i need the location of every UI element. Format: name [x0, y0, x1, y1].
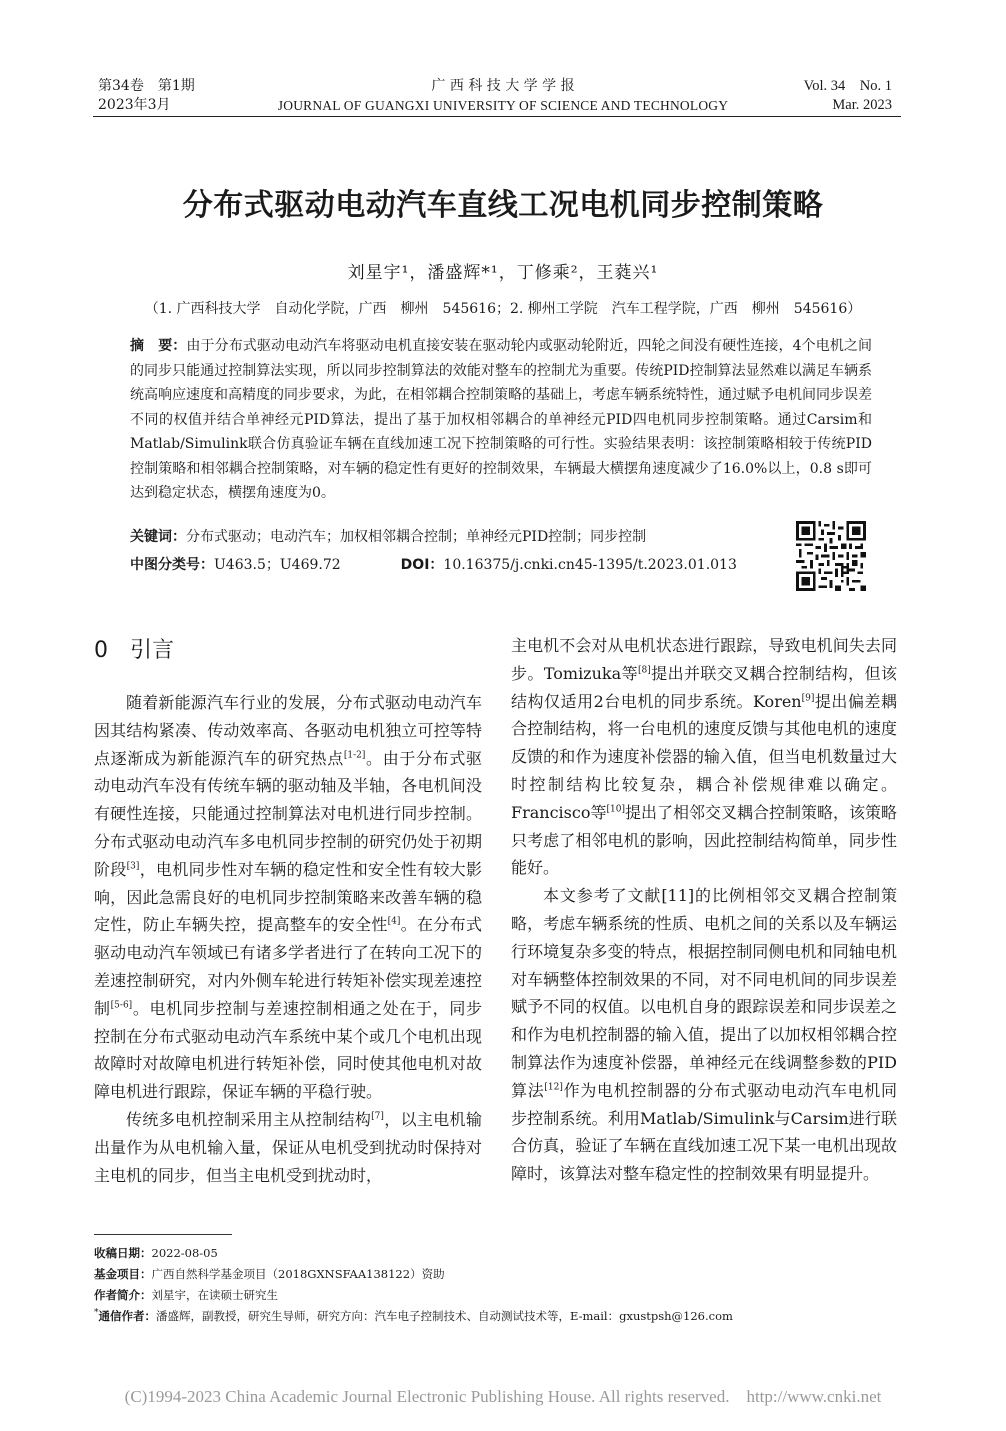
- footnote-corresponding: [94, 1306, 733, 1327]
- text-run: 提出并联交叉耦合控制结构，但该结构仅适用2台电机的同步系统。Koren: [511, 663, 897, 711]
- text-run: 随着新能源汽车行业的发展，分布式驱动电动汽车因其结构紧凑、传动效率高、各驱动电机独立可控等特点逐渐成为新能源汽车的研究热点: [94, 693, 482, 768]
- keywords: [130, 526, 646, 548]
- corresponding-label: 通信作者：: [98, 1309, 156, 1323]
- fund-text: 广西自然科学基金项目（2018GXNSFAA138122）资助: [151, 1267, 445, 1281]
- clc-value: U463.5；U469.72: [214, 557, 341, 573]
- abstract: [130, 334, 872, 506]
- corresponding-mark: *: [94, 1308, 99, 1319]
- text-run: 。由于分布式驱动电动汽车没有传统车辆的驱动轴及半轴，各电机间没有硬性连接，只能通过控制算法对电机进行同步控制。分布式驱动电动汽车多电机同步控制的研究仍处于初期阶段: [94, 748, 482, 879]
- paper-title: 分布式驱动电动汽车直线工况电机同步控制策略: [182, 188, 824, 223]
- text-run: 。在分布式驱动电动汽车领域已有诸多学者进行了在转向工况下的差速控制研究，对内外侧车轮进行转矩补偿实现差速控制: [94, 915, 482, 1018]
- footnote-author: [94, 1285, 733, 1306]
- corresponding-text: 潘盛辉，副教授，研究生导师，研究方向：汽车电子控制技术、自动测试技术等，E-mail：gxustpsh@126.com: [156, 1309, 733, 1323]
- doi-value: 10.16375/j.cnki.cn45-1395/t.2023.01.013: [443, 557, 737, 573]
- citation: [7]: [371, 1111, 384, 1122]
- header-volume-issue: 第34卷 第1期: [98, 78, 195, 94]
- footnote-fund: [94, 1264, 733, 1285]
- text-run: 本文参考了文献[11]的比例相邻交叉耦合控制策略，考虑车辆系统的性质、电机之间的关系以及车辆运行环境复杂多变的特点，根据控制同侧电机和同轴电机对车辆整体控制效果的不同，对不同电机间的同步误差赋予不同的权值。以电机自身的跟踪误差和同步误差之和作为电机控制器的输入值，提出了以加权相邻耦合控制算法作为速度补偿器，单神经元在线调整参数的PID算法: [511, 886, 897, 1100]
- text-run: ，以主电机输出量作为从电机输入量，保证从电机受到扰动时保持对主电机的同步，但当主电机受到扰动时，: [94, 1109, 482, 1185]
- author-label: 作者简介：: [94, 1288, 152, 1302]
- section-heading-introduction: 0 引言: [94, 638, 174, 663]
- citation: [12]: [544, 1082, 563, 1093]
- clc-label: 中图分类号：: [130, 557, 214, 573]
- journal-name-cn: 广 西 科 技 大 学 学 报: [431, 78, 575, 94]
- text-run: 传统多电机控制采用主从控制结构: [126, 1109, 372, 1129]
- citation: [3]: [126, 861, 140, 872]
- text-run: 提出了相邻交叉耦合控制策略，该策略只考虑了相邻电机的影响，因此控制结构简单，同步性能好。: [511, 802, 897, 878]
- paragraph: [94, 689, 482, 1106]
- received-date: 2022-08-05: [151, 1246, 218, 1260]
- paper-authors: 刘星宇¹，潘盛辉*¹，丁修乘²，王蕤兴¹: [347, 263, 659, 283]
- citation: [1-2]: [343, 750, 366, 761]
- header-date: 2023年3月: [98, 97, 171, 113]
- body-column-right: [511, 632, 897, 1188]
- header-vol-number: Vol. 34 No. 1: [803, 78, 892, 94]
- citation: [10]: [606, 804, 625, 815]
- classification: [130, 554, 737, 576]
- abstract-text: 由于分布式驱动电动汽车将驱动电机直接安装在驱动轮内或驱动轮附近，四轮之间没有硬性连接，4个电机之间的同步只能通过控制算法实现，所以同步控制算法的效能对整车的控制尤为重要。传统PID控制算法显然难以满足车辆系统高响应速度和高精度的同步要求，为此，在相邻耦合控制策略的基础上，考虑车辆系统特性，通过赋予电机间同步误差不同的权值并结合单神经元PID算法，提出了基于加权相邻耦合的单神经元PID四电机同步控制策略。通过Carsim和Matlab/Simulink联合仿真验证车辆在直线加速工况下控制策略的可行性。实验结果表明：该控制策略相较于传统PID控制策略和相邻耦合控制策略，对车辆的稳定性有更好的控制效果，车辆最大横摆角速度减少了16.0%以上，0.8 s即可达到稳定状态，横摆角速度为0。: [130, 338, 873, 501]
- qr-code-image: [796, 521, 866, 591]
- footnote-received: [94, 1243, 733, 1264]
- header-vol-en: [804, 77, 892, 115]
- journal-name-en: JOURNAL OF GUANGXI UNIVERSITY OF SCIENCE AND TECHNOLOGY: [277, 98, 729, 113]
- footnotes: [94, 1243, 733, 1327]
- doi-label: DOI：: [400, 557, 444, 573]
- abstract-label: 摘 要：: [130, 338, 187, 354]
- footnote-divider: [94, 1234, 232, 1235]
- fund-label: 基金项目：: [94, 1267, 152, 1281]
- header-divider: [93, 116, 901, 117]
- text-run: 提出偏差耦合控制结构，将一台电机的速度反馈与其他电机的速度反馈的和作为速度补偿器的输入值，但当电机数量过大时控制结构比较复杂，耦合补偿规律难以确定。Francisco等: [511, 691, 897, 822]
- text-run: 主电机不会对从电机状态进行跟踪，导致电机间失去同步。Tomizuka等: [511, 636, 897, 683]
- keywords-label: 关键词：: [130, 529, 186, 545]
- author-text: 刘星宇，在读硕士研究生: [151, 1288, 278, 1302]
- copyright-notice: (C)1994-2023 China Academic Journal Electronic Publishing House. All rights reserved. http://www.cnki.net: [124, 1387, 882, 1406]
- keywords-text: 分布式驱动；电动汽车；加权相邻耦合控制；单神经元PID控制；同步控制: [186, 529, 647, 545]
- paper-affiliation: （1. 广西科技大学 自动化学院，广西 柳州 545616；2. 柳州工学院 汽车工程学院，广西 柳州 545616）: [144, 301, 862, 317]
- received-label: 收稿日期：: [94, 1246, 152, 1260]
- header-date-en: Mar. 2023: [832, 97, 892, 113]
- citation: [9]: [801, 693, 815, 704]
- paragraph: [94, 1106, 482, 1189]
- text-run: 作为电机控制器的分布式驱动电动汽车电机同步控制系统。利用Matlab/Simulink与Carsim进行联合仿真，验证了车辆在直线加速工况下某一电机出现故障时，该算法对整车稳定性的控制效果有明显提升。: [511, 1080, 897, 1184]
- text-run: ，电机同步性对车辆的稳定性和安全性有较大影响，因此急需良好的电机同步控制策略来改善车辆的稳定性，防止车辆失控，提高整车的安全性: [94, 859, 482, 935]
- citation: [4]: [387, 917, 401, 928]
- citation: [8]: [638, 665, 651, 676]
- text-run: 。电机同步控制与差速控制相通之处在于，同步控制在分布式驱动电动汽车系统中某个或几个电机出现故障时对故障电机进行转矩补偿，同时使其他电机对故障电机进行跟踪，保证车辆的平稳行驶。: [94, 998, 482, 1102]
- paragraph: [511, 632, 897, 882]
- citation: [5-6]: [110, 1000, 133, 1011]
- paragraph: [511, 882, 897, 1188]
- body-column-left: [94, 689, 482, 1189]
